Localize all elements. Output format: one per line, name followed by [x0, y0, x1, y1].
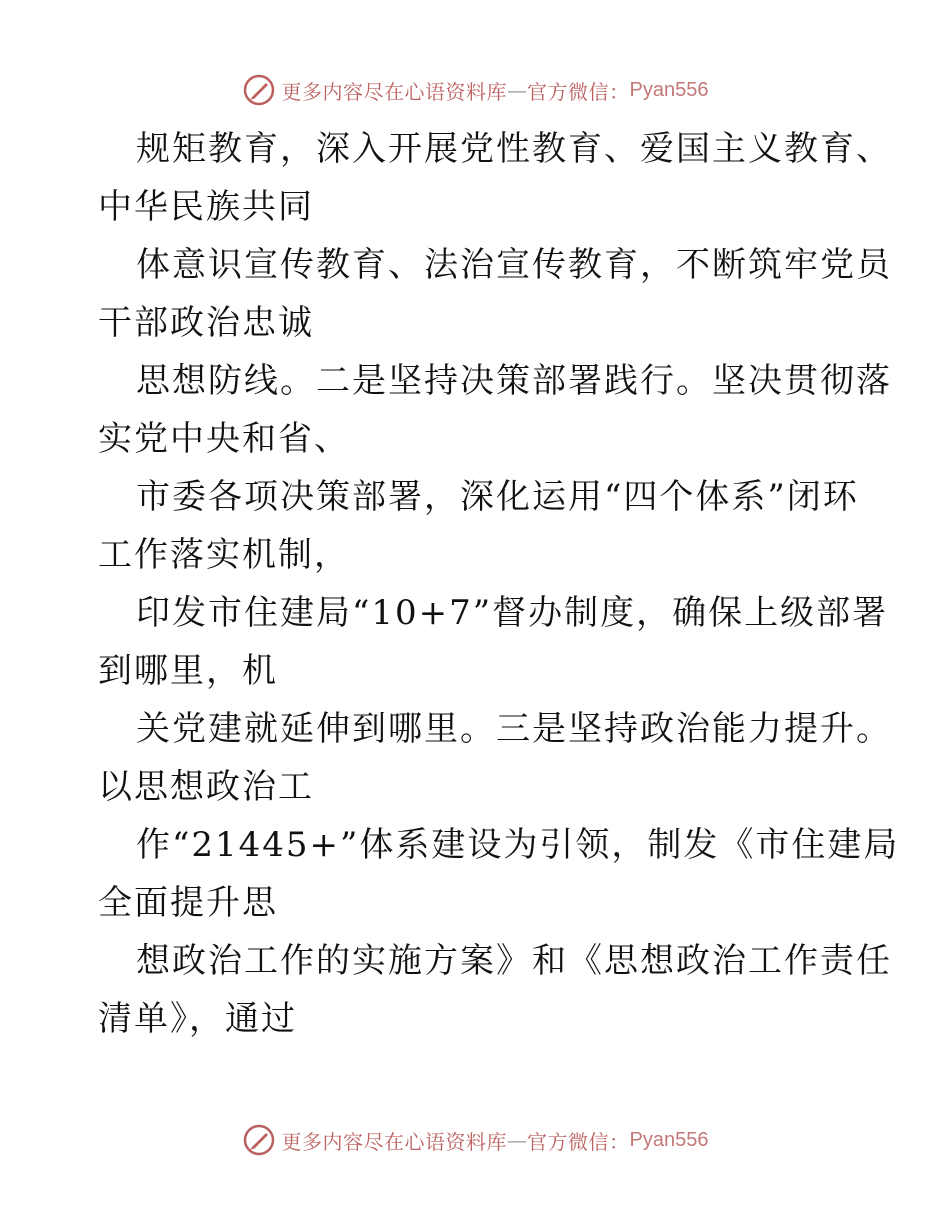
- text-line: 以思想政治工: [98, 767, 314, 807]
- footer-watermark: [0, 1120, 950, 1160]
- text-line: 清单》，通过: [98, 999, 297, 1039]
- text-line: 思想防线。二是坚持决策部署践行。坚决贯彻落: [136, 361, 892, 401]
- quill-logo-icon: [242, 1123, 276, 1157]
- header-watermark: [0, 70, 950, 110]
- text-line: 实党中央和省、: [98, 419, 350, 459]
- text-line: 到哪里，机: [98, 651, 278, 691]
- text-line: 规矩教育，深入开展党性教育、爱国主义教育、: [136, 129, 892, 169]
- watermark-id: Pyan556: [629, 1128, 709, 1151]
- text-line: 想政治工作的实施方案》和《思想政治工作责任: [136, 941, 892, 981]
- text-line: 关党建就延伸到哪里。三是坚持政治能力提升。: [136, 709, 892, 749]
- watermark-separator: —: [507, 78, 528, 102]
- watermark-text: 更多内容尽在心语资料库: [281, 1129, 508, 1154]
- watermark-separator: —: [507, 1128, 528, 1152]
- watermark-text: 更多内容尽在心语资料库: [281, 79, 508, 104]
- watermark-id: Pyan556: [629, 78, 709, 101]
- text-line: 印发市住建局“10+7”督办制度，确保上级部署: [136, 593, 889, 633]
- text-line: 干部政治忠诚: [98, 303, 314, 343]
- text-line: 市委各项决策部署，深化运用“四个体系”闭环: [136, 477, 859, 517]
- text-line: 全面提升思: [98, 883, 278, 923]
- text-line: 中华民族共同: [98, 187, 314, 227]
- text-line: 作“21445+”体系建设为引领，制发《市住建局: [136, 825, 900, 865]
- text-line: 工作落实机制，: [98, 535, 350, 575]
- quill-logo-icon: [242, 73, 276, 107]
- document-body: [98, 120, 900, 1048]
- watermark-channel: 官方微信：: [527, 1129, 630, 1154]
- watermark-channel: 官方微信：: [527, 79, 630, 104]
- text-line: 体意识宣传教育、法治宣传教育，不断筑牢党员: [136, 245, 892, 285]
